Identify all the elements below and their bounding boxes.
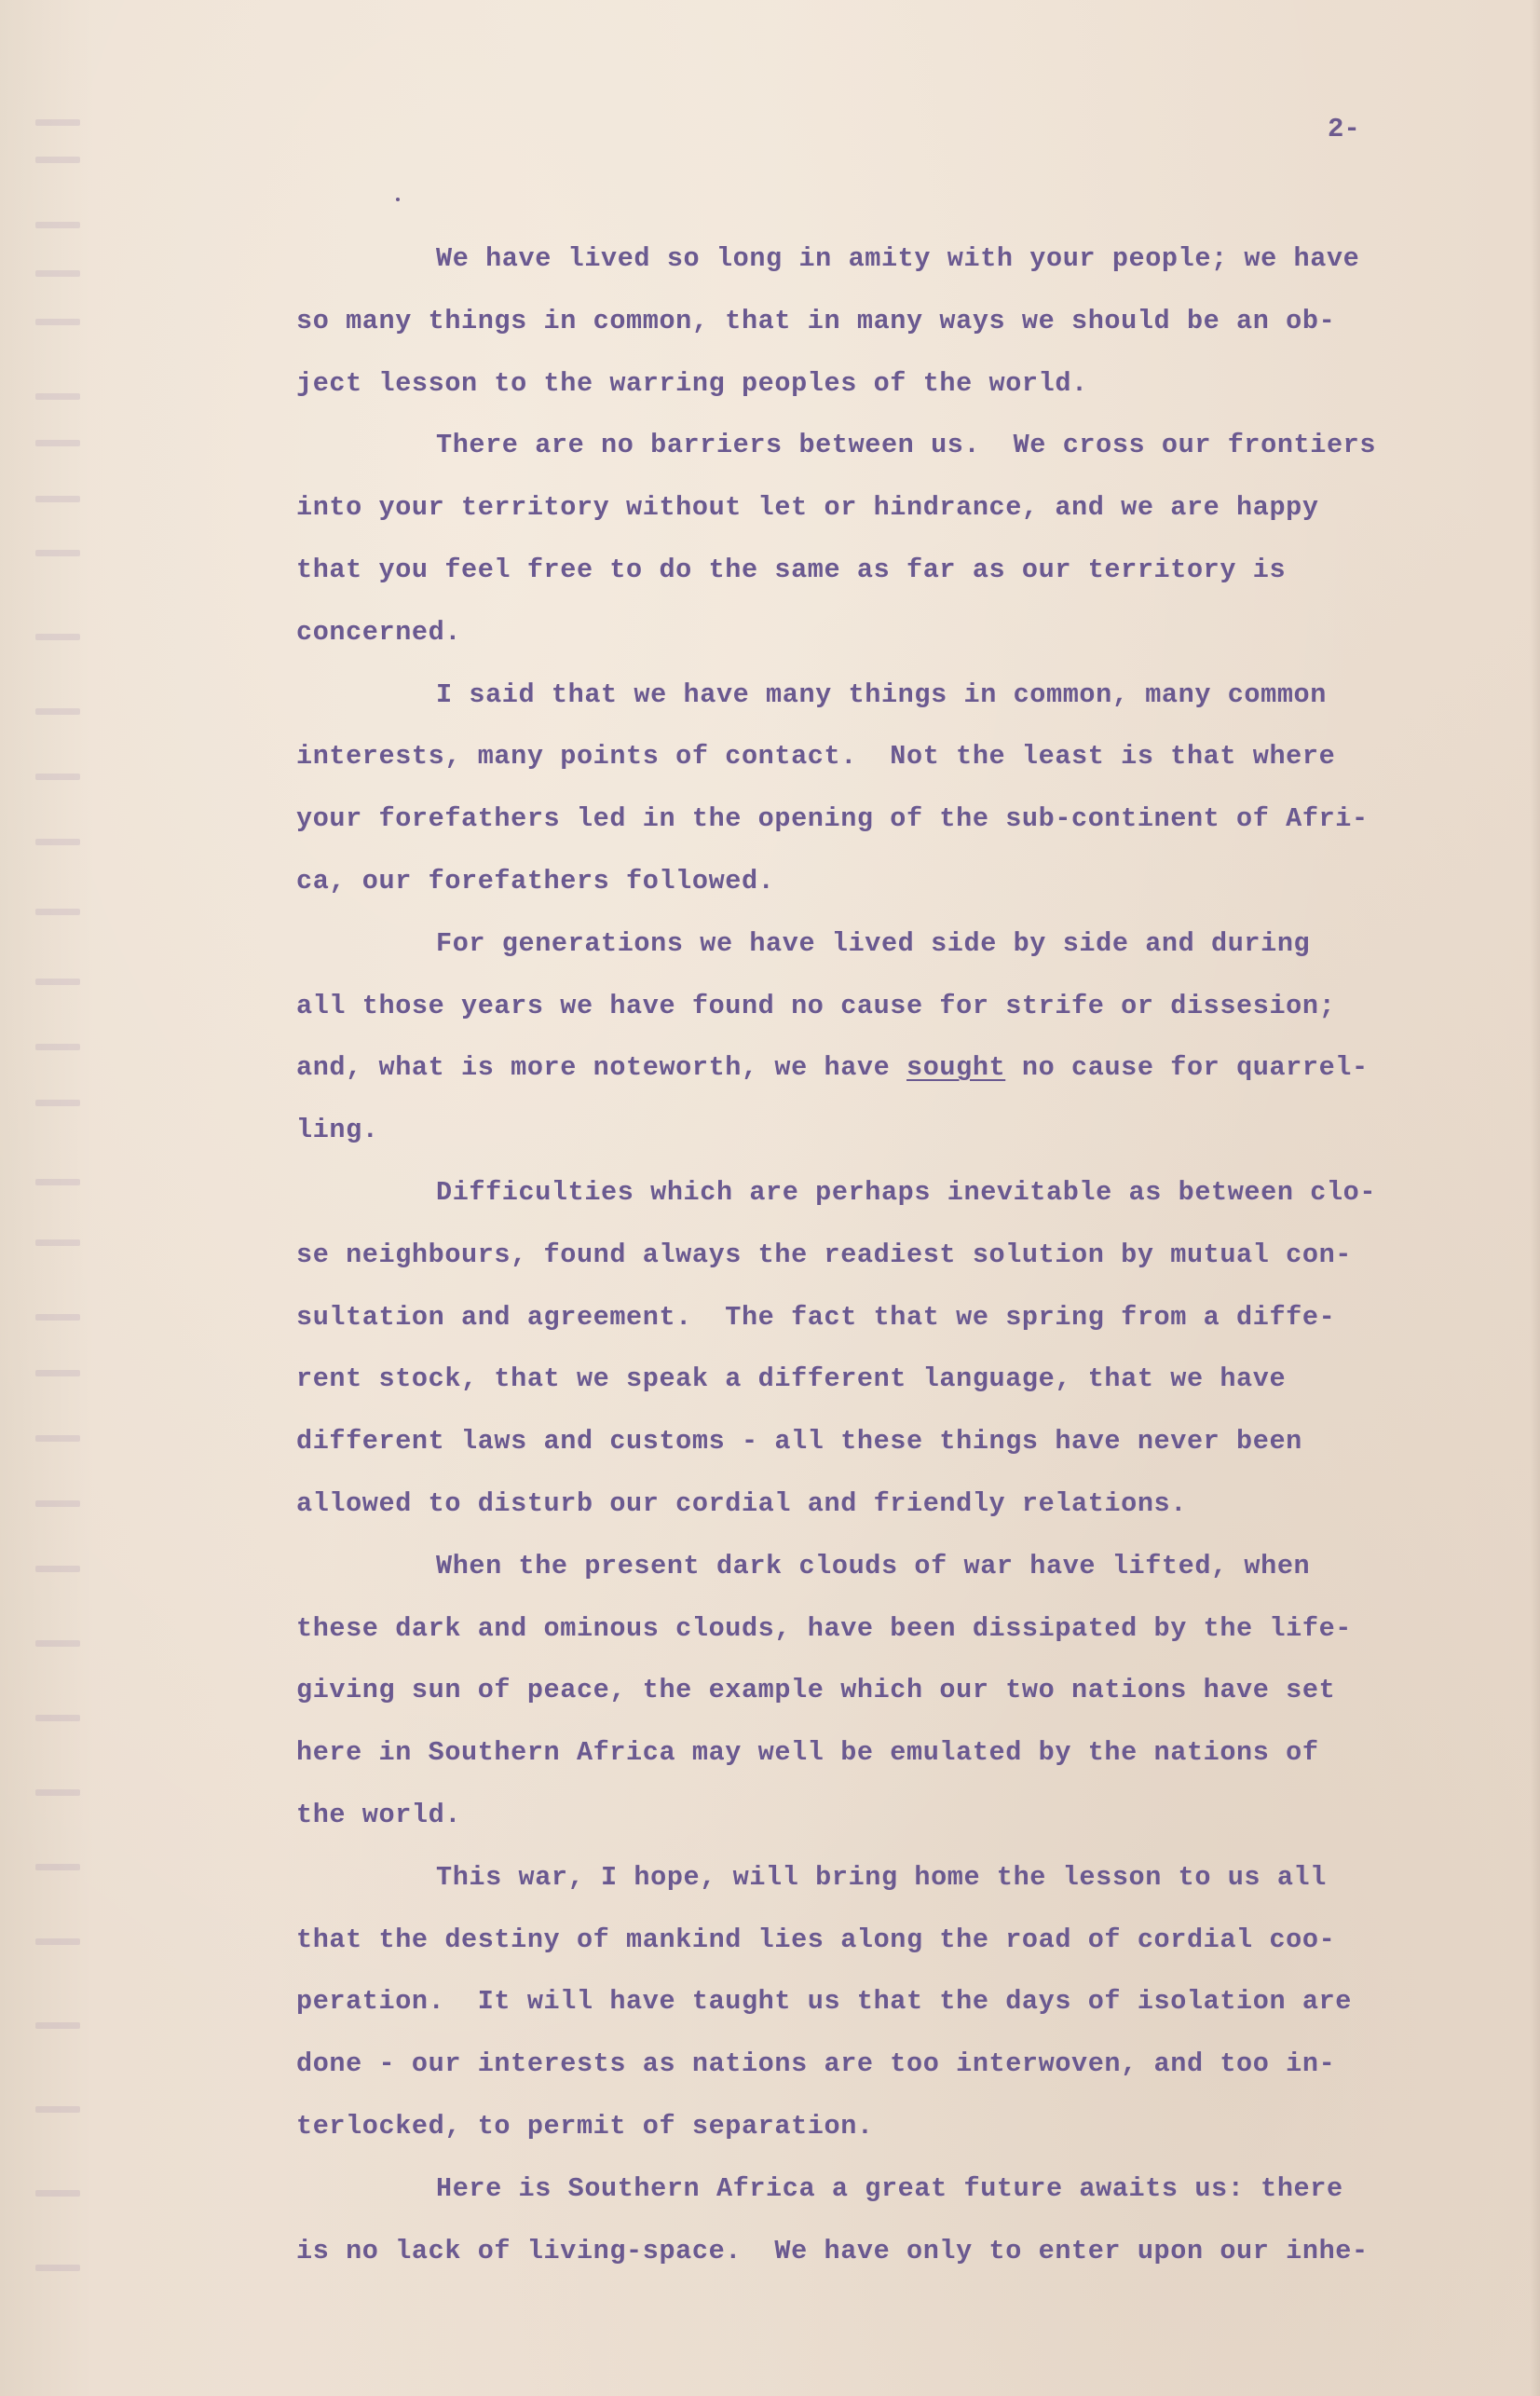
- text-segment: and, what is more noteworth, we have: [296, 1052, 907, 1084]
- left-margin-bleed-marks: [35, 112, 101, 2330]
- underlined-word: sought: [906, 1052, 1006, 1084]
- text-line: ject lesson to the warring peoples of the world.: [296, 367, 1088, 399]
- paragraph-1: [296, 228, 1498, 415]
- text-line: For generations we have lived side by side and during: [436, 927, 1311, 959]
- text-segment: no cause for quarrel-: [1005, 1052, 1369, 1084]
- letter-body: [296, 228, 1498, 2282]
- text-line: that you feel free to do the same as far as our territory is: [296, 554, 1287, 585]
- text-line: peration. It will have taught us that the days of isolation are: [296, 1986, 1352, 2018]
- text-line: all those years we have found no cause for strife or dissesion;: [296, 990, 1336, 1021]
- text-line: Here is Southern Africa a great future awaits us: there: [436, 2172, 1343, 2204]
- text-line: is no lack of living-space. We have only to enter upon our inhe-: [296, 2235, 1369, 2266]
- paragraph-7: [296, 1847, 1498, 2158]
- text-line: I said that we have many things in common, many common: [436, 678, 1327, 710]
- text-line: ling.: [296, 1115, 379, 1146]
- paragraph-8: [296, 2158, 1498, 2283]
- text-line: se neighbours, found always the readiest solution by mutual con-: [296, 1239, 1352, 1270]
- text-line: the world.: [296, 1799, 462, 1830]
- text-line: allowed to disturb our cordial and friendly relations.: [296, 1487, 1187, 1519]
- page-number: 2-: [1328, 114, 1360, 144]
- text-line: concerned.: [296, 616, 462, 648]
- text-line: done - our interests as nations are too interwoven, and too in-: [296, 2048, 1336, 2080]
- text-line: terlocked, to permit of separation.: [296, 2110, 874, 2142]
- text-line: these dark and ominous clouds, have been dissipated by the life-: [296, 1612, 1352, 1644]
- text-line: interests, many points of contact. Not the least is that where: [296, 741, 1336, 773]
- text-line: into your territory without let or hindrance, and we are happy: [296, 492, 1319, 524]
- paragraph-6: [296, 1536, 1498, 1847]
- text-line: There are no barriers between us. We cross our frontiers: [436, 430, 1377, 461]
- text-line: sultation and agreement. The fact that we spring from a diffe-: [296, 1301, 1336, 1333]
- paragraph-4: [296, 913, 1498, 1162]
- text-line: that the destiny of mankind lies along the road of cordial coo-: [296, 1924, 1336, 1955]
- text-line: Difficulties which are perhaps inevitable as between clo-: [436, 1176, 1377, 1208]
- text-line: your forefathers led in the opening of the sub-continent of Afri-: [296, 803, 1369, 835]
- text-line: so many things in common, that in many ways we should be an ob-: [296, 305, 1336, 336]
- ink-dot: [396, 198, 400, 201]
- paragraph-5: [296, 1162, 1498, 1536]
- text-line: ca, our forefathers followed.: [296, 865, 775, 897]
- text-line: rent stock, that we speak a different language, that we have: [296, 1363, 1287, 1395]
- text-line: When the present dark clouds of war have lifted, when: [436, 1550, 1311, 1581]
- text-line: This war, I hope, will bring home the lesson to us all: [436, 1861, 1327, 1893]
- text-line: here in Southern Africa may well be emulated by the nations of: [296, 1737, 1319, 1769]
- paragraph-2: [296, 415, 1498, 664]
- paragraph-3: [296, 664, 1498, 913]
- text-line: giving sun of peace, the example which our two nations have set: [296, 1675, 1336, 1706]
- text-line: different laws and customs - all these things have never been: [296, 1426, 1302, 1458]
- page-edge-shadow: [1530, 0, 1540, 2396]
- text-line: We have lived so long in amity with your people; we have: [436, 243, 1360, 274]
- text-line: [296, 1037, 1498, 1100]
